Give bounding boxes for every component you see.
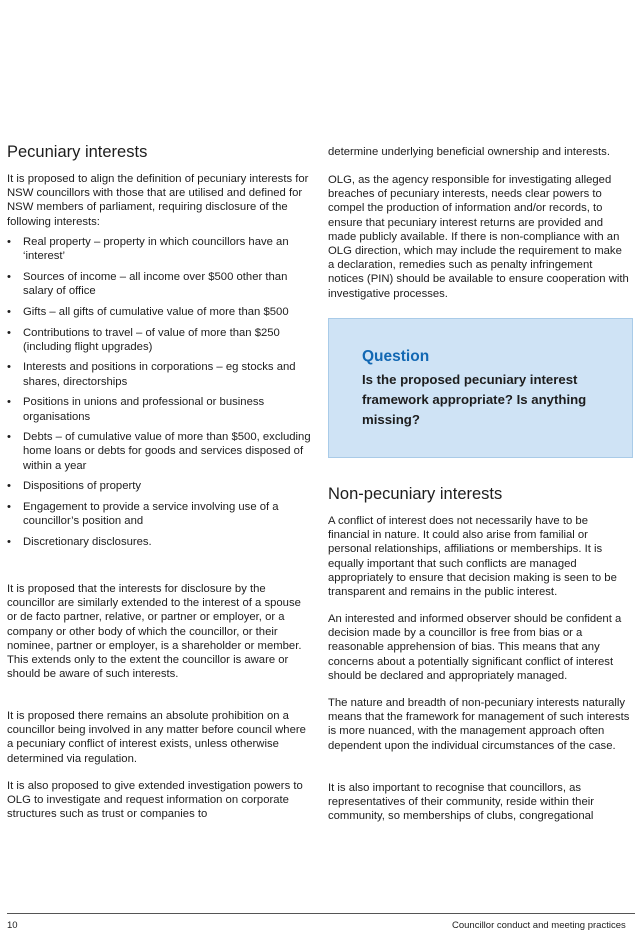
list-item: • Real property – property in which councillors have an ‘interest’: [7, 236, 289, 263]
bullet-icon: •: [7, 501, 11, 514]
question-box: [328, 318, 633, 458]
pecuniary-heading: Pecuniary interests: [7, 143, 148, 161]
list-item: • Gifts – all gifts of cumulative value of more than $500: [7, 305, 289, 318]
bullet-icon: •: [7, 270, 11, 283]
disclosure-extension-paragraph: It is proposed that the interests for disclosure by the councillor are similarly extended to the interest of a spouse or de facto partner, relative, or partner or employer, or a company or other body of which the councillor, or their nominee, partner or employer, is a shareholder or member. This extends only to the extent the councillor is aware or should be aware of such interests.: [7, 583, 302, 681]
bullet-icon: •: [7, 326, 11, 339]
list-item: • Dispositions of property: [7, 480, 142, 493]
bullet-icon: •: [7, 480, 11, 493]
bullet-icon: •: [7, 535, 11, 548]
non-pecuniary-paragraph-3: The nature and breadth of non-pecuniary interests naturally means that the framework for management of such interests is more nuanced, with the management approach often dependent upon the individual circumstances of the case.: [328, 697, 630, 752]
bullet-icon: •: [7, 396, 11, 409]
non-pecuniary-paragraph-2: An interested and informed observer should be confident a decision made by a councillor is free from bias or a reasonable apprehension of bias. This means that any concerns about a potentially significant conflict of interest should be declared and appropriately managed.: [328, 613, 622, 682]
bullet-icon: •: [7, 431, 11, 444]
list-item: • Sources of income – all income over $500 other than salary of office: [7, 270, 288, 298]
list-item: • Positions in unions and professional or business organisations: [7, 396, 265, 423]
bullet-icon: •: [7, 236, 11, 248]
interest-list: [7, 235, 317, 556]
olg-paragraph: OLG, as the agency responsible for investigating alleged breaches of pecuniary interests, needs clear powers to compel the production of information and/or records, to ensure that pecuniary interest returns are provided and made publicly available. If there is non-compliance with an OLG direction, which may include the requirement to make a declaration, remedies such as penalty infringement notices (PIN) should be available to ensure cooperation with investigative processes.: [328, 174, 629, 300]
list-item: • Interests and positions in corporations – eg stocks and shares, directorships: [7, 361, 296, 388]
bullet-icon: •: [7, 361, 11, 374]
investigation-powers-paragraph: It is also proposed to give extended investigation powers to OLG to investigate and request information on corporate structures such as trust or companies to: [7, 780, 303, 821]
list-item: • Discretionary disclosures.: [7, 535, 152, 548]
prohibition-paragraph: It is proposed there remains an absolute prohibition on a councillor being involved in any matter before council where a pecuniary conflict of interest exists, unless otherwise determined via regulation.: [7, 710, 306, 765]
footer-divider: [7, 913, 635, 914]
pecuniary-intro: It is proposed to align the definition of pecuniary interests for NSW councillors with those that are utilised and defined for NSW members of parliament, requiring disclosure of the following interests:: [7, 173, 309, 228]
bullet-icon: •: [7, 305, 11, 318]
list-item: • Engagement to provide a service involving use of a councillor’s position and: [7, 501, 279, 528]
footer-title: Councillor conduct and meeting practices: [452, 920, 626, 931]
continued-paragraph: determine underlying beneficial ownership and interests.: [328, 146, 610, 158]
non-pecuniary-paragraph-1: A conflict of interest does not necessarily have to be financial in nature. It could also arise from familial or personal relationships, affiliations or memberships. It is equally important that such conflicts are managed appropriately to ensure that decision making is seen to be transparent and remains in the public interest.: [328, 515, 617, 599]
non-pecuniary-paragraph-4: It is also important to recognise that councillors, as representatives of their community, reside within their community, so memberships of clubs, congregational: [328, 782, 595, 823]
question-title: Question: [362, 348, 430, 365]
list-item: • Debts – of cumulative value of more than $500, excluding home loans or debts for goods and services disposed of within a year: [7, 431, 311, 472]
non-pecuniary-heading: Non-pecuniary interests: [328, 485, 503, 503]
list-item: • Contributions to travel – of value of more than $250 (including flight upgrades): [7, 326, 280, 353]
question-text: Is the proposed pecuniary interest framework appropriate? Is anything missing?: [362, 372, 587, 427]
page-number: 10: [7, 920, 18, 931]
